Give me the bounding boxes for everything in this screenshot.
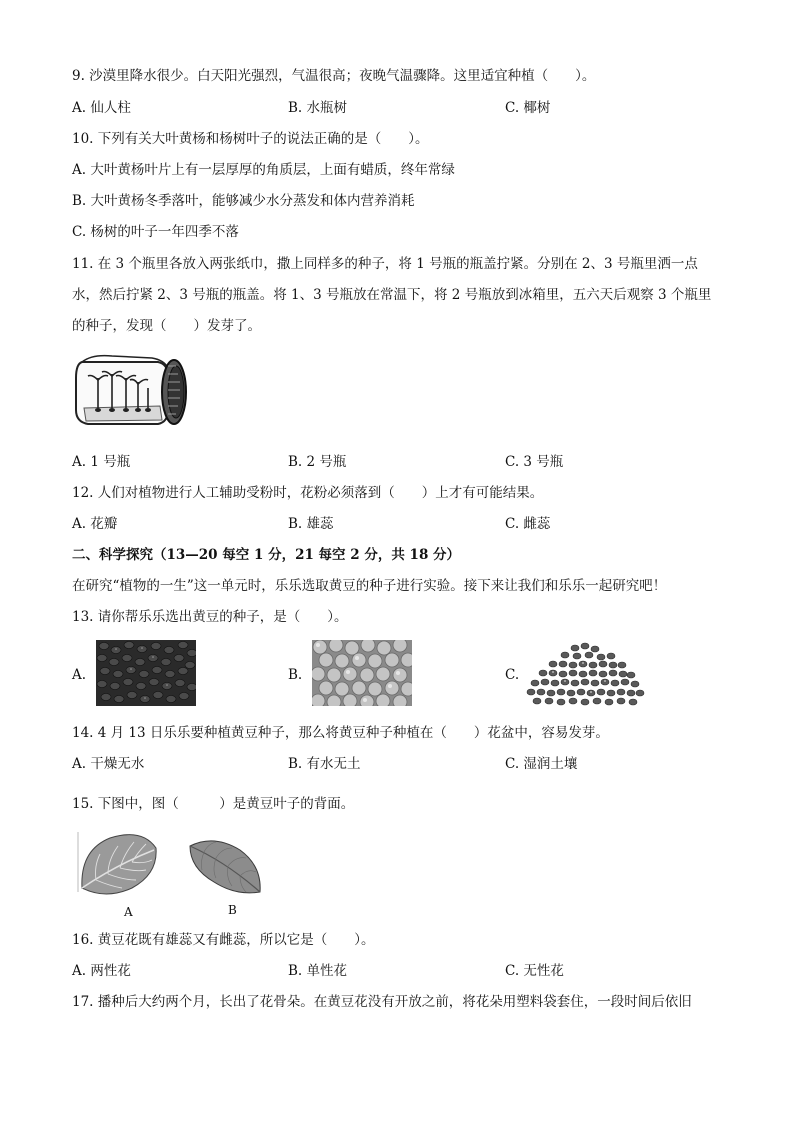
question-13-stem: 13. 请你帮乐乐选出黄豆的种子，是（ ）。: [72, 609, 348, 625]
question-9-option-a[interactable]: A. 仙人柱: [72, 100, 131, 116]
jar-with-seedlings-image: [72, 348, 190, 432]
question-17-stem: 17. 播种后大约两个月，长出了花骨朵。在黄豆花没有开放之前，将花朵用塑料袋套住，一段时间后依旧: [72, 994, 692, 1010]
question-15-stem: 15. 下图中，图（ ）是黄豆叶子的背面。: [72, 796, 355, 812]
light-round-beans-image[interactable]: [312, 640, 412, 706]
question-16-option-c[interactable]: C. 无性花: [505, 963, 564, 979]
section-2-intro: 在研究“植物的一生”这一单元时，乐乐选取黄豆的种子进行实验。接下来让我们和乐乐一起研究吧！: [72, 578, 667, 594]
question-16-stem: 16. 黄豆花既有雄蕊又有雌蕊，所以它是（ ）。: [72, 932, 375, 948]
question-13-option-b-label[interactable]: B.: [288, 667, 303, 683]
leaf-b-label: B: [228, 903, 237, 917]
question-16-option-b[interactable]: B. 单性花: [288, 963, 348, 979]
question-11-option-c[interactable]: C. 3 号瓶: [505, 454, 564, 470]
question-16-option-a[interactable]: A. 两性花: [72, 963, 131, 979]
question-11-stem-line-1: 11. 在 3 个瓶里各放入两张纸巾，撒上同样多的种子，将 1 号瓶的瓶盖拧紧。分别在 2、3 号瓶里洒一点: [72, 256, 698, 272]
question-11-option-a[interactable]: A. 1 号瓶: [72, 454, 131, 470]
question-10-option-b[interactable]: B. 大叶黄杨冬季落叶，能够减少水分蒸发和体内营养消耗: [72, 193, 415, 209]
bean-pile-image[interactable]: [525, 638, 647, 708]
question-11-stem-line-3: 的种子，发现（ ）发芽了。: [72, 318, 261, 334]
question-9-option-b[interactable]: B. 水瓶树: [288, 100, 348, 116]
question-14-stem: 14. 4 月 13 日乐乐要种植黄豆种子，那么将黄豆种子种植在（ ）花盆中，容易发芽。: [72, 725, 609, 741]
question-14-option-a[interactable]: A. 干燥无水: [72, 756, 145, 772]
question-14-option-c[interactable]: C. 湿润土壤: [505, 756, 578, 772]
question-10-option-c[interactable]: C. 杨树的叶子一年四季不落: [72, 224, 239, 240]
question-13-option-c-label[interactable]: C.: [505, 667, 520, 683]
section-2-title: 二、科学探究（13—20 每空 1 分，21 每空 2 分，共 18 分）: [72, 547, 461, 563]
dark-beans-image[interactable]: [96, 640, 196, 706]
question-14-option-b[interactable]: B. 有水无土: [288, 756, 361, 772]
leaf-a-label: A: [124, 905, 133, 919]
question-12-option-a[interactable]: A. 花瓣: [72, 516, 118, 532]
question-11-stem-line-2: 水，然后拧紧 2、3 号瓶的瓶盖。将 1、3 号瓶放在常温下，将 2 号瓶放到冰箱里，五六天后观察 3 个瓶里: [72, 287, 712, 303]
leaf-a-image[interactable]: [76, 830, 158, 900]
question-12-stem: 12. 人们对植物进行人工辅助受粉时，花粉必须落到（ ）上才有可能结果。: [72, 485, 544, 501]
question-9-option-c[interactable]: C. 椰树: [505, 100, 551, 116]
question-12-option-b[interactable]: B. 雄蕊: [288, 516, 334, 532]
question-9-stem: 9. 沙漠里降水很少。白天阳光强烈，气温很高；夜晚气温骤降。这里适宜种植（ ）。: [72, 68, 596, 84]
question-10-stem: 10. 下列有关大叶黄杨和杨树叶子的说法正确的是（ ）。: [72, 131, 429, 147]
question-11-option-b[interactable]: B. 2 号瓶: [288, 454, 347, 470]
question-10-option-a[interactable]: A. 大叶黄杨叶片上有一层厚厚的角质层，上面有蜡质，终年常绿: [72, 162, 455, 178]
question-12-option-c[interactable]: C. 雌蕊: [505, 516, 551, 532]
leaf-b-image[interactable]: [186, 836, 264, 898]
question-13-option-a-label[interactable]: A.: [72, 667, 87, 683]
